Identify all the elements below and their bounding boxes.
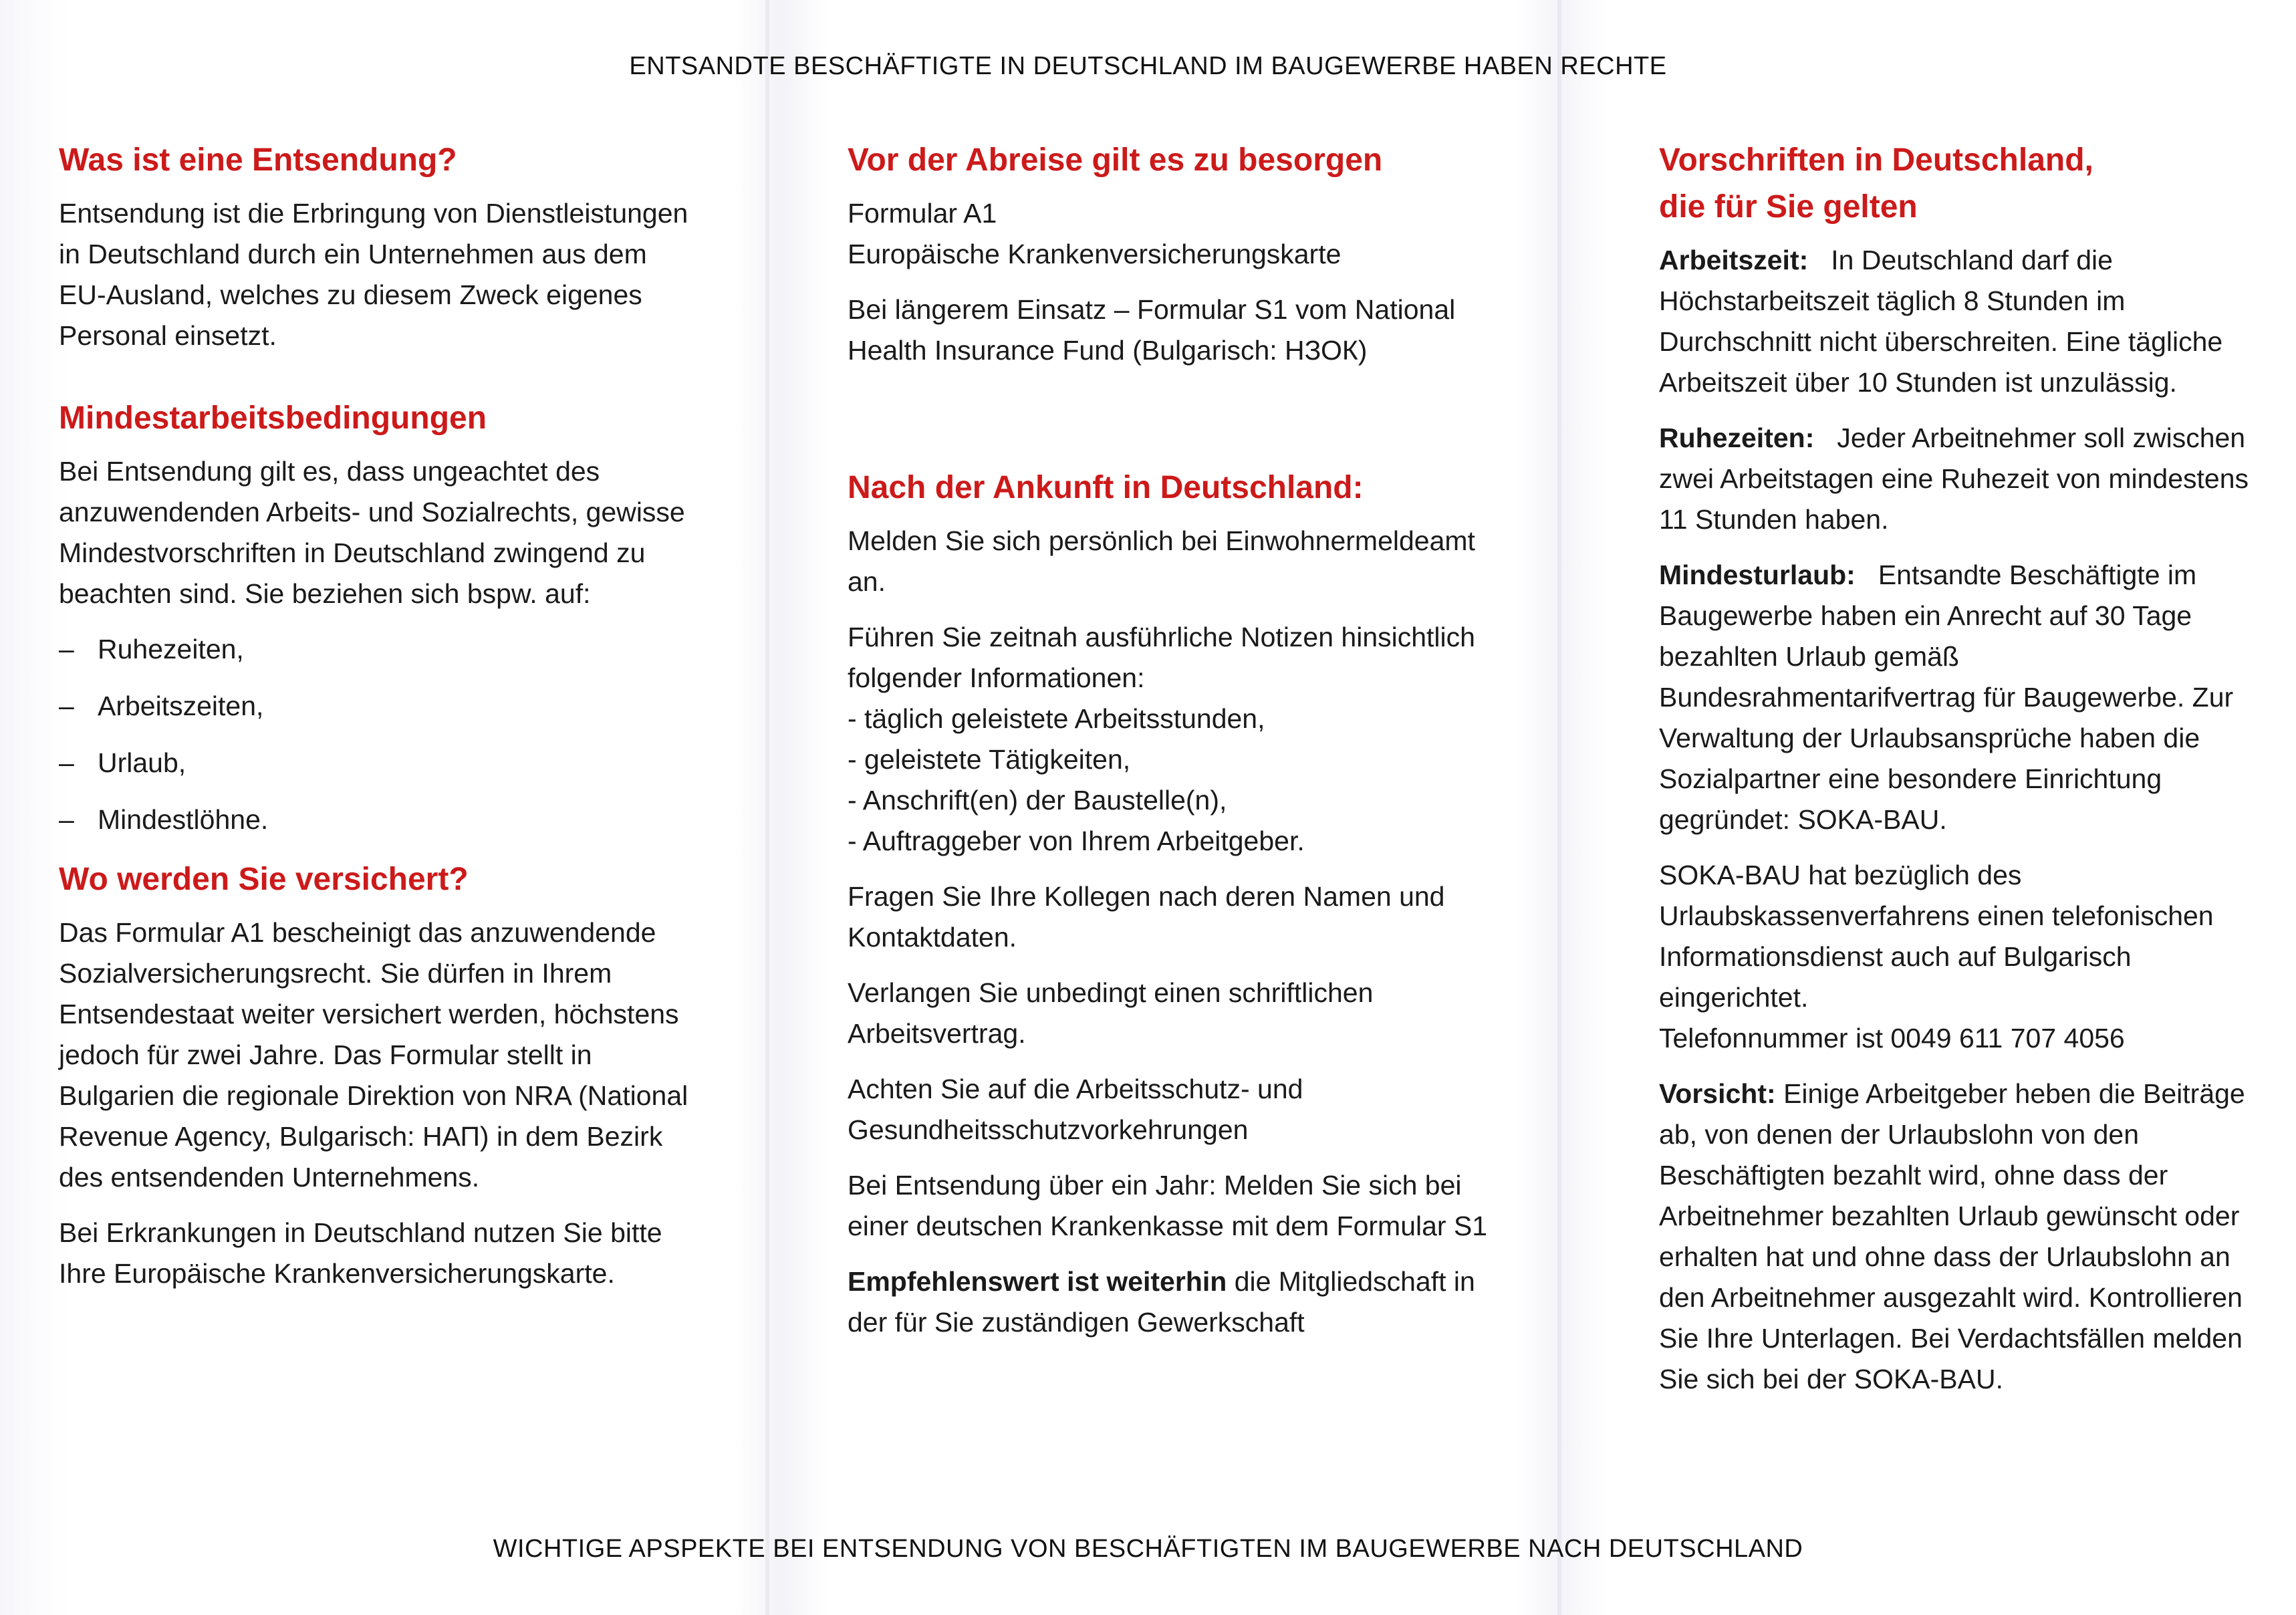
dash-bullet: –	[59, 691, 74, 721]
krank-text: Bei Erkrankungen in Deutschland nutzen Sie bitte Ihre Europäische Krankenversicherungskarte.	[59, 1217, 662, 1289]
header-title: ENTSANDTE BESCHÄFTIGTE IN DEUTSCHLAND IM BAUGEWERBE HABEN RECHTE	[629, 52, 1667, 80]
abreise-item: Europäische Krankenversicherungskarte	[848, 239, 1342, 269]
column-middle	[848, 137, 1516, 1358]
ruhezeiten-label: Ruhezeiten:	[1659, 422, 1815, 453]
list-item	[59, 686, 700, 727]
entsendung-text: Entsendung ist die Erbringung von Dienstleistungen in Deutschland durch ein Unternehmen aus dem EU-Ausland, welches zu diesem Zweck eigenes Personal einsetzt.	[59, 198, 688, 351]
schutz-text: Achten Sie auf die Arbeitsschutz- und Gesundheitsschutzvorkehrungen	[848, 1074, 1303, 1145]
column-right	[1659, 137, 2261, 1414]
footer-title: WICHTIGE APSPEKTE BEI ENTSENDUNG VON BESCHÄFTIGTEN IM BAUGEWERBE NACH DEUTSCHLAND	[493, 1535, 1803, 1563]
empfehlung-paragraph	[848, 1261, 1516, 1343]
kollegen-text: Fragen Sie Ihre Kollegen nach deren Namen und Kontaktdaten.	[848, 881, 1445, 953]
arbeitszeit-paragraph	[1659, 240, 2261, 403]
list-item	[59, 743, 700, 783]
vorschriften-heading	[1659, 137, 2261, 231]
column-left	[59, 137, 700, 1309]
list-item-label: Ruhezeiten,	[98, 634, 244, 664]
abreise-text: Bei längerem Einsatz – Formular S1 vom National Health Insurance Fund (Bulgarisch: НЗОК)	[848, 294, 1456, 366]
fold-line	[765, 0, 769, 1615]
vorschriften-heading-line: Vorschriften in Deutschland,	[1659, 142, 2093, 178]
vorsicht-label: Vorsicht:	[1659, 1078, 1776, 1109]
vorsicht-text: Einige Arbeitgeber heben die Beiträge ab, von denen der Urlaubslohn von den Beschäftigten bezahlt wird, ohne dass der Arbeitnehmer bezahlten Urlaub gewünscht oder erhalten hat und ohne dass der Urlaubslohn an den Arbeitnehmer ausgezahlt wird. Kontrollieren Sie Ihre Unterlagen. Bei Verdachtsfällen melden Sie sich bei der SOKA-BAU.	[1659, 1078, 2245, 1394]
list-item	[59, 799, 700, 840]
vorsicht-paragraph	[1659, 1074, 2261, 1400]
versichert-text: Das Formular A1 bescheinigt das anzuwendende Sozialversicherungsrecht. Sie dürfen in Ihrem Entsendestaat weiter versichert werden, höchstens jedoch für zwei Jahre. Das Formular stellt in Bulgarien die regionale Direktion von NRA (National Revenue Agency, Bulgarisch: НАП) in dem Bezirk des entsendenden Unternehmens.	[59, 917, 688, 1193]
ruhezeiten-text: Jeder Arbeitnehmer soll zwischen zwei Arbeitstagen eine Ruhezeit von mindestens 11 Stunden haben.	[1659, 422, 2249, 535]
ruhezeiten-paragraph	[1659, 418, 2261, 540]
jahr-text: Bei Entsendung über ein Jahr: Melden Sie sich bei einer deutschen Krankenkasse mit dem Formular S1	[848, 1170, 1488, 1241]
urlaub-paragraph	[1659, 555, 2261, 840]
ankunft-text: Melden Sie sich persönlich bei Einwohnermeldeamt an.	[848, 525, 1475, 597]
dash-bullet: –	[59, 634, 74, 664]
mindest-heading: Mindestarbeitsbedingungen	[59, 400, 487, 436]
dash-bullet: –	[59, 804, 74, 835]
list-item-label: Mindestlöhne.	[98, 804, 269, 835]
notizen-intro: Führen Sie zeitnah ausführliche Notizen hinsichtlich folgender Informationen:	[848, 622, 1475, 693]
mindest-text: Bei Entsendung gilt es, dass ungeachtet des anzuwendenden Arbeits- und Sozialrechts, gewisse Mindestvorschriften in Deutschland zwingend zu beachten sind. Sie beziehen sich bspw. auf:	[59, 456, 685, 609]
notizen-item: - geleistete Tätigkeiten,	[848, 744, 1131, 775]
dash-bullet: –	[59, 747, 74, 778]
notizen-item: - Auftraggeber von Ihrem Arbeitgeber.	[848, 826, 1305, 856]
telefon-text: Telefonnummer ist 0049 611 707 4056	[1659, 1023, 2125, 1053]
urlaub-text: Entsandte Beschäftigte im Baugewerbe haben ein Anrecht auf 30 Tage bezahlten Urlaub gemäß Bundesrahmentarifvertrag für Baugewerbe. Zur Verwaltung der Urlaubsansprüche haben die Sozialpartner eine besondere Einrichtung gegründet: SOKA-BAU.	[1659, 560, 2234, 835]
versichert-heading: Wo werden Sie versichert?	[59, 862, 469, 897]
soka-text: SOKA-BAU hat bezüglich des Urlaubskassenverfahrens einen telefonischen Informationsdienst auch auf Bulgarisch eingerichtet.	[1659, 860, 2214, 1013]
notizen-block	[848, 617, 1516, 862]
vorschriften-heading-line: die für Sie gelten	[1659, 189, 1918, 225]
abreise-list	[848, 193, 1516, 275]
notizen-item: - täglich geleistete Arbeitsstunden,	[848, 703, 1265, 734]
empfehlung-text: die Mitgliedschaft in der für Sie zuständigen Gewerkschaft	[848, 1266, 1475, 1338]
ankunft-heading: Nach der Ankunft in Deutschland:	[848, 470, 1364, 505]
list-item-label: Urlaub,	[98, 747, 186, 778]
arbeitszeit-text: In Deutschland darf die Höchstarbeitszeit täglich 8 Stunden im Durchschnitt nicht überschreiten. Eine tägliche Arbeitszeit über 10 Stunden ist unzulässig.	[1659, 245, 2223, 398]
empfehlung-bold: Empfehlenswert ist weiterhin	[848, 1266, 1227, 1297]
vertrag-text: Verlangen Sie unbedingt einen schriftlichen Arbeitsvertrag.	[848, 977, 1374, 1049]
list-item-label: Arbeitszeiten,	[98, 691, 264, 721]
mindest-list	[59, 629, 700, 840]
entsendung-heading: Was ist eine Entsendung?	[59, 142, 457, 178]
urlaub-label: Mindesturlaub:	[1659, 560, 1856, 590]
abreise-heading: Vor der Abreise gilt es zu besorgen	[848, 142, 1383, 178]
list-item	[59, 629, 700, 670]
notizen-item: - Anschrift(en) der Baustelle(n),	[848, 785, 1227, 816]
fold-line	[1557, 0, 1561, 1615]
abreise-item: Formular A1	[848, 198, 997, 229]
arbeitszeit-label: Arbeitszeit:	[1659, 245, 1809, 275]
